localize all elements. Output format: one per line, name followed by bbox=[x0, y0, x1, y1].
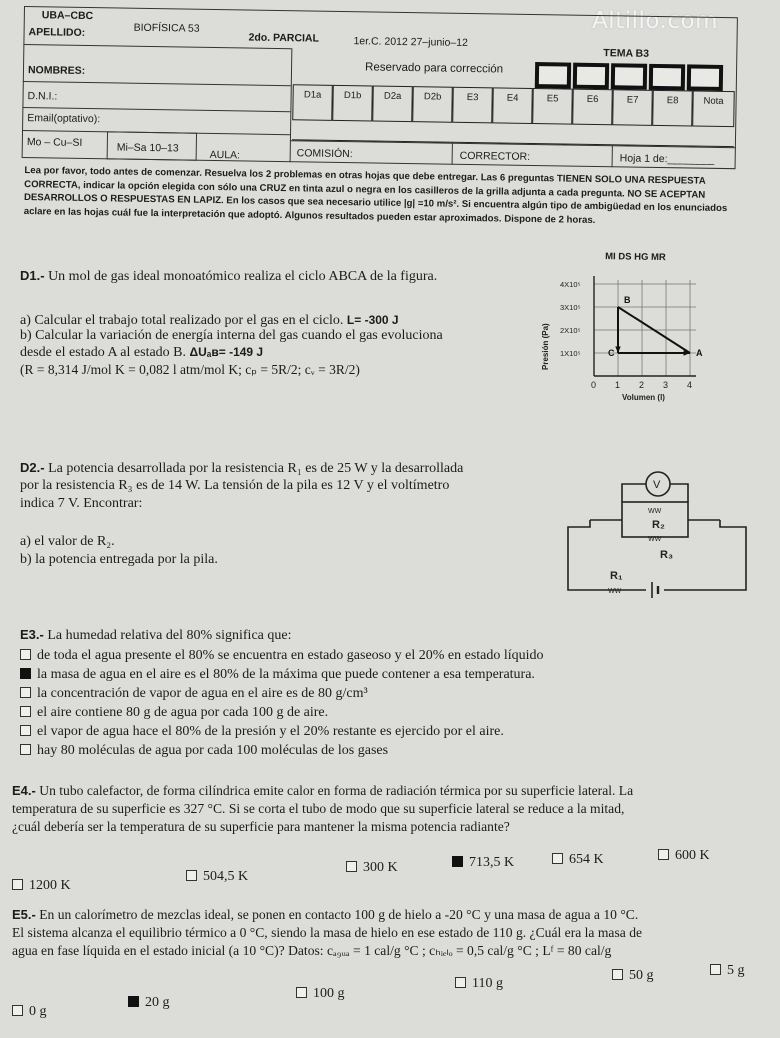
e5-line3: agua en fase líquida en el estado inicial (a 10 °C)? Datos: cₐ₉ᵤₐ = 1 cal/g °C ; cₕᵢₑₗₒ = 0,5 cal/g °C ; Lᶠ = 80 cal/g bbox=[12, 943, 612, 958]
d1-answer-b: ΔUₐʙ= -149 J bbox=[189, 345, 264, 359]
d1-statement: D1.- Un mol de gas ideal monoatómico realiza el ciclo ABCA de la figura. bbox=[20, 268, 438, 284]
d2-line2: por la resistencia R₃ es de 14 W. La tensión de la pila es 12 V y el voltímetro bbox=[20, 478, 450, 493]
e4-line1: E4.- Un tubo calefactor, de forma cilíndrica emite calor en forma de radiación térmica por su superficie lateral. La bbox=[12, 783, 634, 798]
e3-option-2[interactable]: la concentración de vapor de agua en el aire es de 80 g/cm³ bbox=[20, 686, 368, 702]
e3-option-4[interactable]: el vapor de agua hace el 80% de la presión y el 20% restante es ejercido por el aire. bbox=[20, 724, 504, 740]
e4-option-2[interactable]: 300 K bbox=[346, 860, 398, 876]
e4-option-5[interactable]: 600 K bbox=[658, 848, 710, 864]
checkbox-icon[interactable] bbox=[20, 687, 31, 698]
subject: BIOFÍSICA 53 bbox=[133, 21, 200, 35]
grade-cell-e4: E4 bbox=[492, 87, 533, 124]
e5-option-5[interactable]: 5 g bbox=[710, 963, 745, 979]
e3-statement: E3.- La humedad relativa del 80% significa que: bbox=[20, 627, 292, 643]
grade-cell-e6: E6 bbox=[572, 89, 613, 126]
e4-line3: ¿cuál debería ser la temperatura de su superficie para mantener la misma potencia radiante? bbox=[12, 819, 510, 834]
checkbox-icon[interactable] bbox=[186, 870, 197, 881]
instructions: Lea por favor, todo antes de comenzar. Resuelva los 2 problemas en otras hojas que debe entregar. Las 6 preguntas TIENEN SOLO UNA RESPUESTA CORRECTA, indicar la opción elegida con sólo una CRUZ en tinta azul o negra en los casilleros de la grilla adjunta a cada pregunta. NO SE ACEPTAN DESARROLLOS O RESPUESTAS EN LAPIZ. En los casos que sea necesario utilice |g| =10 m/s². Si encuentra algún tipo de ambigüedad en los enunciados aclare en las hojas cuál fue la interpretación que adoptó. Algunos resultados pueden estar aproximados. Dispone de 2 horas. bbox=[23, 165, 728, 226]
exam-date: 1er.C. 2012 27–junio–12 bbox=[353, 35, 469, 49]
initials: MI DS HG MR bbox=[605, 251, 666, 264]
r3-label: R₃ bbox=[660, 549, 674, 561]
commission-label: COMISIÓN: bbox=[296, 147, 353, 161]
r2-zigzag-top: WW bbox=[648, 508, 662, 515]
checkbox-icon[interactable] bbox=[20, 725, 31, 736]
point-label: C bbox=[608, 348, 615, 358]
voltmeter-wire-right bbox=[670, 484, 688, 502]
e5-option-0[interactable]: 0 g bbox=[12, 1004, 47, 1020]
email-label: Email(optativo): bbox=[27, 112, 101, 126]
wire-right-loop bbox=[664, 520, 746, 590]
point-label: A bbox=[696, 348, 703, 358]
wire-left-loop bbox=[568, 520, 646, 590]
grade-cell-e8: E8 bbox=[652, 90, 693, 127]
e4-label: E4.- bbox=[12, 783, 36, 798]
d1-part-a: a) Calcular el trabajo total realizado por el gas en el ciclo. L= -300 J bbox=[20, 313, 399, 328]
grade-cell-nota: Nota bbox=[692, 91, 735, 128]
y-axis-label: Presión (Pa) bbox=[541, 323, 550, 370]
e5-label: E5.- bbox=[12, 907, 36, 922]
checkbox-icon[interactable] bbox=[12, 879, 23, 890]
grade-cell-d1a: D1a bbox=[292, 84, 333, 121]
circuit-diagram bbox=[560, 462, 760, 612]
corrector-label: CORRECTOR: bbox=[459, 149, 531, 163]
theme: TEMA B3 bbox=[603, 47, 650, 60]
checkbox-icon[interactable] bbox=[12, 1005, 23, 1016]
checkbox-icon[interactable] bbox=[710, 964, 721, 975]
checkbox-checked-icon[interactable] bbox=[20, 668, 31, 679]
e3-option-5[interactable]: hay 80 moléculas de agua por cada 100 moléculas de los gases bbox=[20, 743, 388, 759]
d2-part-b: b) la potencia entregada por la pila. bbox=[20, 552, 218, 567]
checkbox-icon[interactable] bbox=[455, 977, 466, 988]
voltmeter-wire-left bbox=[622, 484, 646, 502]
y-tick-label: 2X10⁵ bbox=[560, 326, 581, 335]
d1-part-b-line2: desde el estado A al estado B. ΔUₐʙ= -149 J bbox=[20, 345, 264, 360]
checkbox-icon[interactable] bbox=[552, 853, 563, 864]
d1-constants: (R = 8,314 J/mol K = 0,082 l atm/mol K; cₚ = 5R/2; cᵥ = 3R/2) bbox=[20, 362, 360, 377]
grade-cell-e3: E3 bbox=[452, 87, 493, 124]
e5-option-2[interactable]: 100 g bbox=[296, 986, 345, 1002]
d1-label: D1.- bbox=[20, 268, 45, 283]
e3-option-0[interactable]: de toda el agua presente el 80% se encuentra en estado gaseoso y el 20% en estado líquido bbox=[20, 648, 544, 664]
y-tick-label: 4X10⁵ bbox=[560, 280, 581, 289]
pv-diagram bbox=[530, 272, 720, 432]
grade-cell-e7: E7 bbox=[612, 89, 653, 126]
dni-label: D.N.I.: bbox=[27, 90, 58, 103]
d2-label: D2.- bbox=[20, 460, 45, 475]
schedule-2: Mi–Sa 10–13 bbox=[116, 141, 179, 155]
checkbox-checked-icon[interactable] bbox=[128, 996, 139, 1007]
names-label: NOMBRES: bbox=[27, 64, 86, 77]
x-tick-label: 3 bbox=[663, 380, 669, 390]
x-tick-label: 4 bbox=[687, 380, 693, 390]
grade-cell-e5: E5 bbox=[532, 88, 573, 125]
checkbox-checked-icon[interactable] bbox=[452, 856, 463, 867]
d1-answer-a: L= -300 J bbox=[346, 313, 399, 327]
y-tick-label: 1X10⁵ bbox=[560, 349, 581, 358]
reserved-label: Reservado para corrección bbox=[364, 61, 504, 76]
d1-part-b-line1: b) Calcular la variación de energía interna del gas cuando el gas evoluciona bbox=[20, 328, 443, 343]
checkbox-icon[interactable] bbox=[658, 849, 669, 860]
e5-line1: E5.- En un calorímetro de mezclas ideal, se ponen en contacto 100 g de hielo a -20 °C y una masa de agua a 10 °C. bbox=[12, 907, 639, 922]
e5-line2: El sistema alcanza el equilibrio térmico a 0 °C, siendo la masa de hielo en ese estado de 110 g. ¿Cuál era la masa de bbox=[12, 925, 643, 940]
grade-cell-d2b: D2b bbox=[412, 86, 453, 123]
exam-header bbox=[20, 6, 738, 267]
r1-label: R₁ bbox=[610, 570, 623, 582]
checkbox-icon[interactable] bbox=[20, 649, 31, 660]
e5-option-4[interactable]: 50 g bbox=[612, 968, 654, 984]
aula-label: AULA: bbox=[209, 148, 241, 162]
checkbox-icon[interactable] bbox=[612, 969, 623, 980]
e4-option-4[interactable]: 654 K bbox=[552, 852, 604, 868]
r2-label: R₂ bbox=[652, 519, 665, 531]
d2-part-a: a) el valor de R₂. bbox=[20, 534, 115, 549]
checkbox-icon[interactable] bbox=[296, 987, 307, 998]
e4-option-0[interactable]: 1200 K bbox=[12, 878, 71, 894]
x-tick-label: 0 bbox=[591, 380, 597, 390]
r1-zigzag: WW bbox=[608, 588, 622, 595]
watermark: Altillo.com bbox=[592, 8, 718, 34]
d2-line3: indica 7 V. Encontrar: bbox=[20, 496, 143, 511]
grade-cell-d1b: D1b bbox=[332, 85, 373, 122]
r2-zigzag-bottom: WW bbox=[648, 536, 662, 543]
checkbox-icon[interactable] bbox=[20, 706, 31, 717]
e3-label: E3.- bbox=[20, 627, 44, 642]
voltmeter-label: V bbox=[653, 479, 661, 491]
x-axis-label: Volumen (l) bbox=[622, 393, 665, 402]
y-tick-label: 3X10⁵ bbox=[560, 303, 581, 312]
point-label: B bbox=[624, 295, 631, 305]
schedule-1: Mo – Cu–SI bbox=[26, 136, 83, 149]
checkbox-icon[interactable] bbox=[20, 744, 31, 755]
e5-option-3[interactable]: 110 g bbox=[455, 976, 503, 992]
e3-option-1[interactable]: la masa de agua en el aire es el 80% de la máxima que puede contener a esa temperatura. bbox=[20, 667, 535, 683]
grade-cell-d2a: D2a bbox=[372, 85, 413, 122]
x-tick-label: 1 bbox=[615, 380, 621, 390]
institution: UBA–CBC bbox=[41, 9, 94, 23]
d2-line1: D2.- La potencia desarrollada por la resistencia R₁ es de 25 W y la desarrollada bbox=[20, 460, 464, 476]
checkbox-icon[interactable] bbox=[346, 861, 357, 872]
e5-option-1[interactable]: 20 g bbox=[128, 995, 170, 1011]
e4-option-3[interactable]: 713,5 K bbox=[452, 855, 514, 871]
e4-option-1[interactable]: 504,5 K bbox=[186, 869, 248, 885]
x-tick-label: 2 bbox=[639, 380, 645, 390]
e4-line2: temperatura de su superficie es 327 °C. Si se corta el tubo de modo que su superficie lateral se reduce a la mitad, bbox=[12, 801, 625, 816]
e3-option-3[interactable]: el aire contiene 80 g de agua por cada 100 g de aire. bbox=[20, 705, 328, 721]
exam-title: 2do. PARCIAL bbox=[248, 31, 320, 45]
sheet-label: Hoja 1 de:________ bbox=[619, 152, 715, 166]
surname-label: APELLIDO: bbox=[28, 26, 86, 39]
